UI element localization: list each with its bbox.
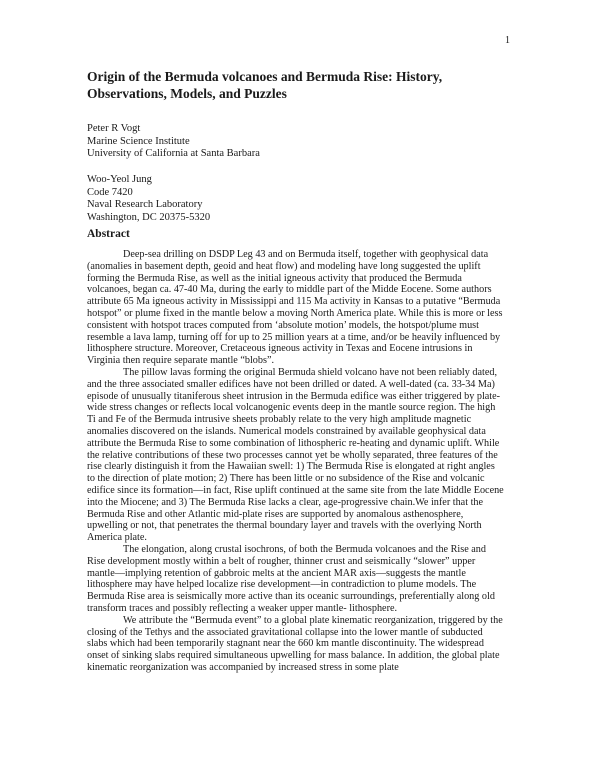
abstract-body bbox=[87, 249, 505, 674]
author-1-dept: Marine Science Institute bbox=[87, 135, 190, 147]
author-2-name: Woo-Yeol Jung bbox=[87, 174, 152, 185]
abstract-paragraph: The pillow lavas forming the original Bermuda shield volcano have not been reliably dated, and the three associated smaller edifices have not been drilled or dated. A well-dated (ca. 33-34 Ma) episode of unusually titaniferous sheet intrusion in the Bermuda edifice was either triggered by plate-wide stress changes or reflects local volcanogenic events deep in the mantle source region. The high Ti and Fe of the Bermuda intrusive sheets probably relate to the very high amplitude magnetic anomalies discovered on the islands. Numerical models constrained by available geophysical data attribute the Bermuda Rise to some combination of lithospheric re-heating and dynamic uplift. While the relative contributions of these two processes cannot yet be wholly separated, three features of the rise clearly distinguish it from the Hawaiian swell: 1) The Bermuda Rise is elongated at right angles to the direction of plate motion; 2) There has been little or no subsidence of the Rise and volcanic edifice since its formation—in fact, Rise uplift continued at the same site from the late Middle Eocene into the Miocene; and 3) The Bermuda Rise lacks a clear, age-progressive chain.We infer that the Bermuda Rise and other Atlantic mid-plate rises are supported by anomalous asthenosphere, upwelling or not, that penetrates the thermal boundary layer and travels with the overlying North America plate. bbox=[87, 366, 504, 544]
author-2-affiliation bbox=[87, 174, 210, 224]
abstract-heading: Abstract bbox=[87, 228, 130, 240]
author-2-institution: Naval Research Laboratory bbox=[87, 199, 203, 211]
title-line-1: Origin of the Bermuda volcanoes and Bermuda Rise: History, bbox=[87, 69, 443, 84]
paper-title bbox=[87, 68, 507, 102]
author-1-institution: University of California at Santa Barbara bbox=[87, 148, 260, 160]
author-2-code: Code 7420 bbox=[87, 186, 133, 198]
abstract-paragraph: Deep-sea drilling on DSDP Leg 43 and on Bermuda itself, together with geophysical data (anomalies in basement depth, geoid and heat flow) and modeling have long suggested the uplift forming the Bermuda Rise, as well as the initial igneous activity that produced the Bermuda volcanoes, began ca. 47-40 Ma, during the early to middle part of the Midde Eocene. Some authors attribute 65 Ma igneous activity in Mississippi and 115 Ma activity in Kansas to a putative “Bermuda hotspot” or plume fixed in the mantle below a moving North America plate. While this is more or less consistent with hotspot traces computed from ‘absolute motion’ models, the hotspot/plume must resemble a lava lamp, turning off for up to 25 million years at a time, and/or be heavily influenced by lithosphere structure. Moreover, Cretaceous igneous activity in Texas and Eocene intrusions in Virginia then require separate mantle “blobs”. bbox=[87, 249, 503, 367]
title-line-2: Observations, Models, and Puzzles bbox=[87, 86, 287, 101]
page-number: 1 bbox=[505, 35, 510, 46]
abstract-paragraph: We attribute the “Bermuda event” to a global plate kinematic reorganization, triggered by the closing of the Tethys and the associated gravitational collapse into the lower mantle of subducted slabs which had been temporarily stagnant near the 660 km mantle discontinuity. The widespread onset of sinking slabs required simultaneous upwelling for mass balance. In addition, the global plate kinematic reorganization was accompanied by increased stress in some plate bbox=[87, 614, 503, 673]
author-1-affiliation bbox=[87, 123, 260, 161]
author-2-address: Washington, DC 20375-5320 bbox=[87, 211, 211, 223]
author-1-name: Peter R Vogt bbox=[87, 123, 141, 134]
abstract-paragraph: The elongation, along crustal isochrons, of both the Bermuda volcanoes and the Rise and Rise development mostly within a belt of rougher, thinner crust and seismically “slower” upper mantle—implying retention of gabbroic melts at the ancient MAR axis—suggests the mantle lithosphere may have helped localize rise development—in contradiction to plume models. The Bermuda Rise area is seismically more active than its oceanic surroundings, preferentially along old transform traces and possibly reflecting a weaker upper mantle- lithosphere. bbox=[87, 543, 495, 614]
